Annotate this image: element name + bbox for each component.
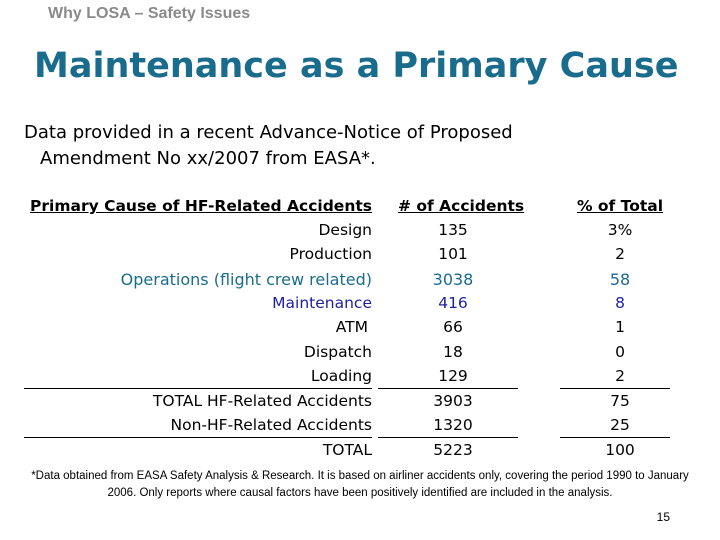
cause-cell: Production bbox=[289, 245, 372, 263]
table-row-non-hf bbox=[0, 413, 720, 438]
accidents-cell: 101 bbox=[438, 245, 468, 263]
table-row bbox=[0, 315, 720, 340]
table-row-maintenance bbox=[0, 291, 720, 316]
table-row-operations bbox=[0, 267, 720, 292]
accidents-cell: 416 bbox=[438, 294, 468, 312]
table-row-hf-total bbox=[0, 389, 720, 414]
percent-cell: 3% bbox=[607, 221, 633, 239]
table-row bbox=[0, 218, 720, 243]
accidents-cell: 3038 bbox=[432, 270, 474, 289]
header-accidents: # of Accidents bbox=[398, 197, 525, 215]
accidents-cell: 129 bbox=[438, 367, 468, 385]
accidents-cell: 1320 bbox=[433, 416, 473, 434]
percent-cell: 100 bbox=[605, 441, 635, 459]
accidents-cell: 135 bbox=[438, 221, 468, 239]
table-row bbox=[0, 242, 720, 267]
cause-cell: Loading bbox=[310, 367, 372, 385]
intro-line-2: Amendment No xx/2007 from EASA*. bbox=[40, 148, 376, 169]
cause-cell: Design bbox=[318, 221, 372, 239]
percent-cell: 2 bbox=[615, 245, 625, 263]
accidents-cell: 18 bbox=[443, 343, 463, 361]
percent-cell: 2 bbox=[615, 367, 625, 385]
intro-line-1: Data provided in a recent Advance-Notice of Proposed bbox=[24, 122, 513, 143]
table-row bbox=[0, 340, 720, 365]
percent-cell: 75 bbox=[610, 392, 630, 410]
section-kicker: Why LOSA – Safety Issues bbox=[48, 5, 251, 22]
header-cause: Primary Cause of HF-Related Accidents bbox=[30, 197, 372, 215]
cause-cell: Operations (flight crew related) bbox=[120, 270, 372, 289]
percent-cell: 58 bbox=[609, 270, 631, 289]
cause-cell: Maintenance bbox=[272, 294, 372, 312]
cause-cell: TOTAL HF-Related Accidents bbox=[152, 392, 372, 410]
cause-cell: Dispatch bbox=[303, 343, 372, 361]
table-row-grand-total bbox=[0, 438, 720, 463]
cause-cell: Non-HF-Related Accidents bbox=[170, 416, 372, 434]
header-percent: % of Total bbox=[576, 197, 664, 215]
slide-title: Maintenance as a Primary Cause bbox=[34, 46, 679, 86]
cause-cell: TOTAL bbox=[322, 441, 372, 459]
percent-cell: 8 bbox=[615, 294, 625, 312]
percent-cell: 25 bbox=[610, 416, 630, 434]
intro-text bbox=[24, 120, 664, 172]
page-number: 15 bbox=[656, 510, 670, 524]
footnote: *Data obtained from EASA Safety Analysis & Research. It is based on airliner accidents only, covering the period 1990 to January 2006. Only reports where causal factors have been positively identified are included in the analysis. bbox=[31, 470, 689, 499]
table-row bbox=[0, 364, 720, 389]
accidents-cell: 3903 bbox=[433, 392, 473, 410]
table-header-row bbox=[0, 194, 720, 219]
cause-cell: ATM bbox=[335, 318, 368, 336]
percent-cell: 1 bbox=[615, 318, 625, 336]
percent-cell: 0 bbox=[615, 343, 625, 361]
accidents-cell: 5223 bbox=[433, 441, 473, 459]
accidents-cell: 66 bbox=[443, 318, 463, 336]
